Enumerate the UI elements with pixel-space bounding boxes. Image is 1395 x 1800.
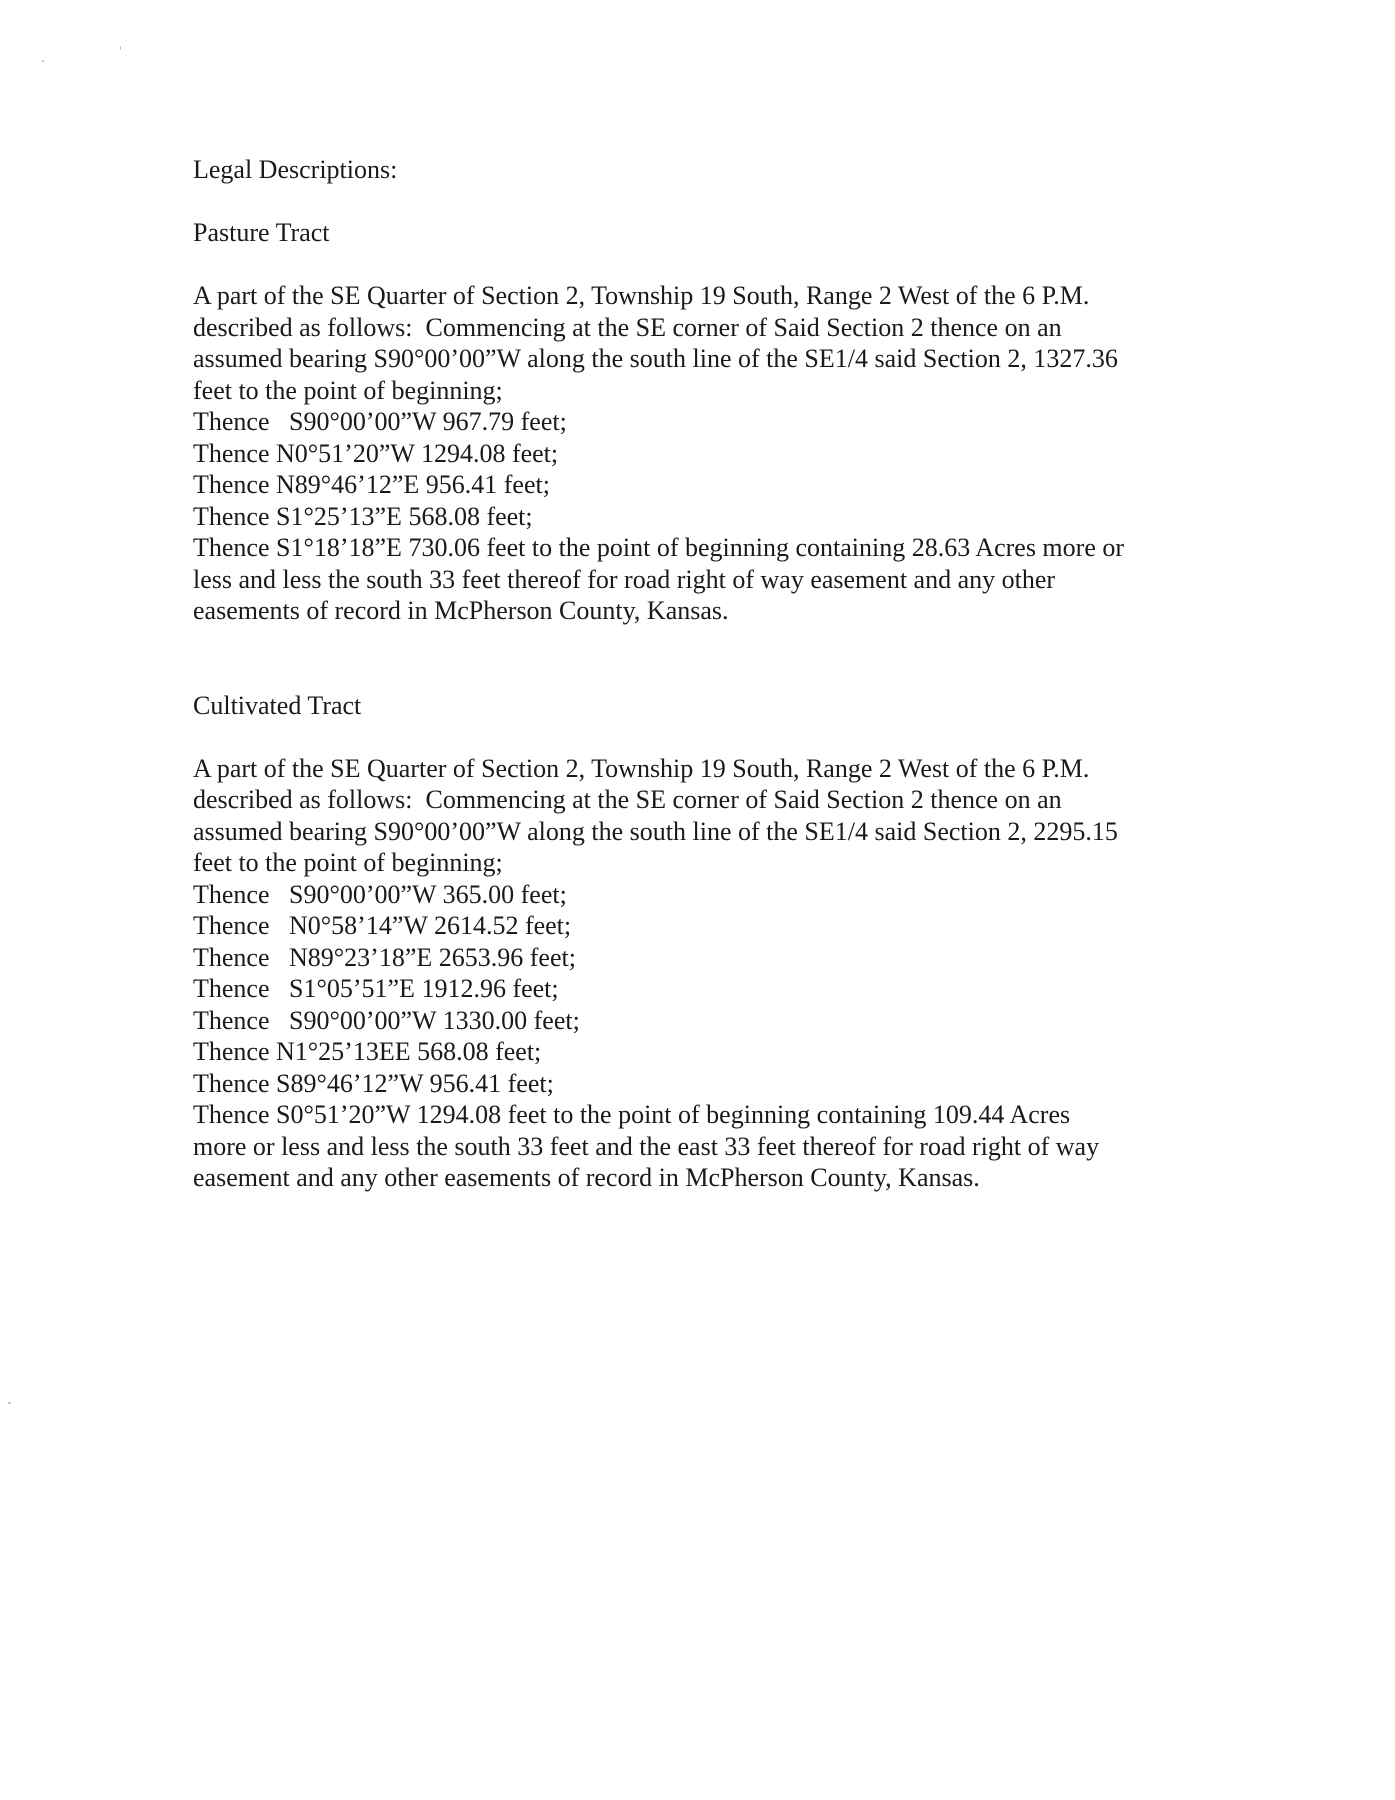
bearing-line: Thence N0°51’20”W 1294.08 feet; <box>193 438 559 468</box>
bearing-line: Thence S1°18’18”E 730.06 feet to the point of beginning containing 28.63 Acres more or <box>193 533 1125 562</box>
legal-description-cultivated-tract <box>193 753 1193 1194</box>
description-line: A part of the SE Quarter of Section 2, Township 19 South, Range 2 West of the 6 P.M. <box>193 753 1090 783</box>
bearing-line: Thence S1°25’13”E 568.08 feet; <box>193 501 533 531</box>
bearing-line: Thence N0°58’14”W 2614.52 feet; <box>193 911 572 940</box>
description-line: described as follows: Commencing at the SE corner of Said Section 2 thence on an <box>193 312 1062 342</box>
bearing-line: Thence S1°05’51”E 1912.96 feet; <box>193 974 559 1003</box>
document-body <box>193 154 1193 1194</box>
description-line: described as follows: Commencing at the SE corner of Said Section 2 thence on an <box>193 785 1062 814</box>
bearing-line: Thence S90°00’00”W 967.79 feet; <box>193 407 567 436</box>
bearing-line: Thence S0°51’20”W 1294.08 feet to the point of beginning containing 109.44 Acres <box>193 1100 1071 1129</box>
bearing-line: Thence N1°25’13EE 568.08 feet; <box>193 1037 542 1066</box>
scan-speck <box>8 1402 11 1404</box>
description-line: easements of record in McPherson County, Kansas. <box>193 596 729 625</box>
description-line: less and less the south 33 feet thereof for road right of way easement and any other <box>193 564 1056 594</box>
section-heading-pasture-tract: Pasture Tract <box>193 218 330 247</box>
description-line: assumed bearing S90°00’00”W along the south line of the SE1/4 said Section 2, 1327.36 <box>193 344 1118 373</box>
scan-speck <box>42 60 44 62</box>
bearing-line: Thence S90°00’00”W 1330.00 feet; <box>193 1005 580 1035</box>
bearing-line: Thence N89°23’18”E 2653.96 feet; <box>193 942 576 972</box>
bearing-line: Thence S90°00’00”W 365.00 feet; <box>193 879 567 909</box>
description-line: feet to the point of beginning; <box>193 848 503 877</box>
description-line: easement and any other easements of record in McPherson County, Kansas. <box>193 1163 980 1192</box>
legal-description-pasture-tract <box>193 280 1193 627</box>
document-title: Legal Descriptions: <box>193 155 398 184</box>
description-line: assumed bearing S90°00’00”W along the south line of the SE1/4 said Section 2, 2295.15 <box>193 816 1118 846</box>
section-heading-cultivated-tract: Cultivated Tract <box>193 690 362 720</box>
bearing-line: Thence N89°46’12”E 956.41 feet; <box>193 470 550 499</box>
description-line: more or less and less the south 33 feet and the east 33 feet thereof for road right of way <box>193 1131 1100 1161</box>
description-line: A part of the SE Quarter of Section 2, Township 19 South, Range 2 West of the 6 P.M. <box>193 281 1090 310</box>
description-line: feet to the point of beginning; <box>193 375 503 405</box>
bearing-line: Thence S89°46’12”W 956.41 feet; <box>193 1068 554 1098</box>
scan-speck <box>120 46 121 50</box>
